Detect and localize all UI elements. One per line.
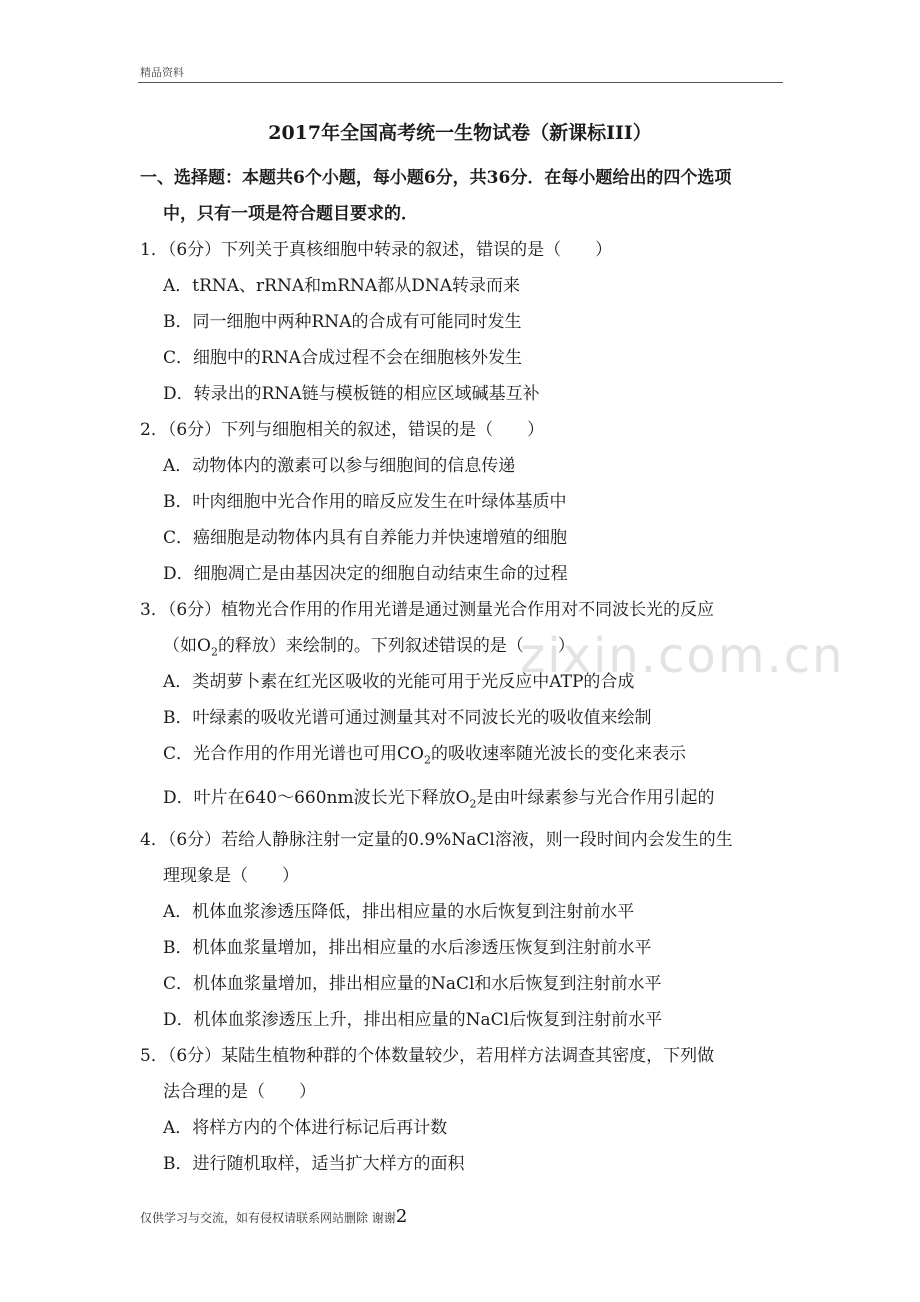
question-4-option-c: C．机体血浆量增加，排出相应量的NaCl和水后恢复到注射前水平 xyxy=(163,974,662,994)
question-2-option-d: D．细胞凋亡是由基因决定的细胞自动结束生命的过程 xyxy=(163,564,568,584)
footer xyxy=(140,1206,407,1227)
section-heading-line-2: 中，只有一项是符合题目要求的． xyxy=(163,204,418,224)
watermark: zixin.com.cn xyxy=(520,628,845,684)
question-4-stem-line-1: 4．（6分）若给人静脉注射一定量的0.9%NaCl溶液，则一段时间内会发生的生 xyxy=(140,830,733,850)
header-label: 精品资料 xyxy=(140,66,184,79)
q3-c-text-pre: C．光合作用的作用光谱也可用CO xyxy=(163,744,424,764)
question-3-option-c xyxy=(163,742,686,772)
question-1-option-d: D．转录出的RNA链与模板链的相应区域碱基互补 xyxy=(163,384,540,404)
exam-title: 2017年全国高考统一生物试卷（新课标III） xyxy=(268,122,652,144)
question-1-option-c: C．细胞中的RNA合成过程不会在细胞核外发生 xyxy=(163,348,522,368)
question-5-option-a: A．将样方内的个体进行标记后再计数 xyxy=(163,1118,448,1138)
q3-stem-text-post: 的释放）来绘制的。下列叙述错误的是（ ） xyxy=(217,636,575,656)
header-divider xyxy=(138,82,783,83)
q3-c-text-post: 的吸收速率随光波长的变化来表示 xyxy=(430,744,686,764)
question-5-option-b: B．进行随机取样，适当扩大样方的面积 xyxy=(163,1154,465,1174)
footer-text: 仅供学习与交流，如有侵权请联系网站删除 谢谢 xyxy=(140,1211,396,1225)
q3-d-text-post: 是由叶绿素参与光合作用引起的 xyxy=(476,788,715,808)
question-3-option-d xyxy=(163,786,715,816)
section-heading-line-1: 一、选择题：本题共6个小题，每小题6分，共36分．在每小题给出的四个选项 xyxy=(140,168,732,188)
question-4-stem-line-2: 理现象是（ ） xyxy=(163,866,299,886)
question-3-stem-line-1: 3．（6分）植物光合作用的作用光谱是通过测量光合作用对不同波长光的反应 xyxy=(140,600,715,620)
question-5-stem-line-2: 法合理的是（ ） xyxy=(163,1082,316,1102)
q3-d-text-pre: D．叶片在640～660nm波长光下释放O xyxy=(163,788,470,808)
question-1-stem: 1．（6分）下列关于真核细胞中转录的叙述，错误的是（ ） xyxy=(140,240,613,260)
q3-c-subscript: 2 xyxy=(423,753,431,767)
question-1-option-a: A．tRNA、rRNA和mRNA都从DNA转录而来 xyxy=(163,276,520,296)
question-3-stem-line-2 xyxy=(163,634,575,664)
question-2-stem: 2．（6分）下列与细胞相关的叙述，错误的是（ ） xyxy=(140,420,545,440)
question-2-option-b: B．叶肉细胞中光合作用的暗反应发生在叶绿体基质中 xyxy=(163,492,567,512)
question-1-option-b: B．同一细胞中两种RNA的合成有可能同时发生 xyxy=(163,312,522,332)
q3-stem-text-pre: （如O xyxy=(163,636,211,656)
q3-stem-subscript: 2 xyxy=(210,645,218,659)
question-4-option-d: D．机体血浆渗透压上升，排出相应量的NaCl后恢复到注射前水平 xyxy=(163,1010,663,1030)
page-number: 2 xyxy=(395,1206,408,1227)
question-5-stem-line-1: 5．（6分）某陆生植物种群的个体数量较少，若用样方法调查其密度，下列做 xyxy=(140,1046,715,1066)
question-4-option-a: A．机体血浆渗透压降低，排出相应量的水后恢复到注射前水平 xyxy=(163,902,635,922)
q3-d-subscript: 2 xyxy=(469,797,477,811)
question-2-option-c: C．癌细胞是动物体内具有自养能力并快速增殖的细胞 xyxy=(163,528,568,548)
question-4-option-b: B．机体血浆量增加，排出相应量的水后渗透压恢复到注射前水平 xyxy=(163,938,652,958)
question-3-option-a: A．类胡萝卜素在红光区吸收的光能可用于光反应中ATP的合成 xyxy=(163,672,635,692)
question-3-option-b: B．叶绿素的吸收光谱可通过测量其对不同波长光的吸收值来绘制 xyxy=(163,708,652,728)
question-2-option-a: A．动物体内的激素可以参与细胞间的信息传递 xyxy=(163,456,516,476)
